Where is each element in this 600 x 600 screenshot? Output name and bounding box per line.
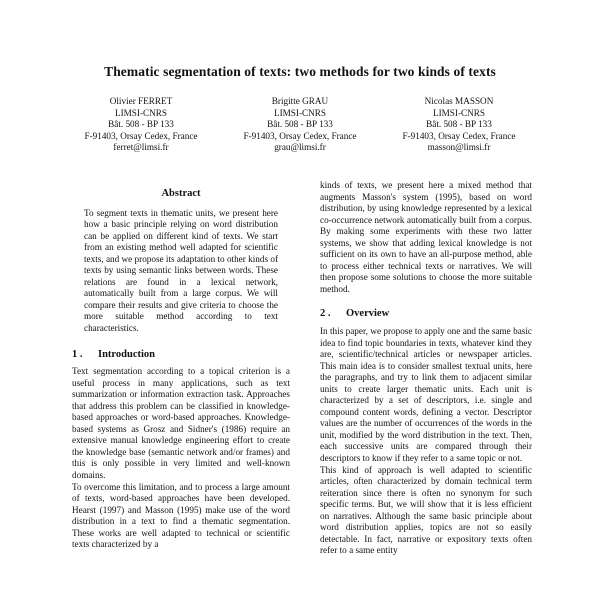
- author-org: LIMSI-CNRS: [432, 107, 486, 118]
- section-title: Overview: [346, 308, 390, 320]
- section-heading-introduction: [72, 349, 290, 361]
- left-column: [72, 188, 290, 551]
- right-column: [320, 180, 532, 557]
- author-name: Nicolas MASSON: [424, 96, 494, 106]
- author-block-1: [66, 96, 216, 154]
- author-email: ferret@limsi.fr: [113, 142, 169, 153]
- author-org: LIMSI-CNRS: [114, 107, 168, 118]
- section-number: 1 .: [72, 348, 83, 360]
- section-title: Introduction: [98, 348, 155, 360]
- author-address-line2: F-91403, Orsay Cedex, France: [243, 130, 357, 141]
- author-address-line1: Bât. 508 - BP 133: [267, 119, 333, 130]
- abstract-heading: Abstract: [161, 188, 201, 199]
- section-heading-overview: [320, 308, 532, 320]
- paragraph: In this paper, we propose to apply one and the same basic idea to find topic boundaries in texts, whatever kind they are, scientific/technical articles or newspaper articles. This main idea is to consider smallest textual units, here the paragraphs, and try to link them to adjacent similar units to create larger thematic units. Each unit is characterized by a set of descriptors, i.e. single and compound content words, defining a vector. Descriptor values are the number of occurrences of the words in the unit, modified by the word distribution in the text. Then, each successive units are compared through their descriptors to know if they refer to a same topic or not.: [320, 326, 532, 464]
- section-number: 2 .: [320, 308, 331, 320]
- author-org: LIMSI-CNRS: [273, 107, 327, 118]
- paragraph: This kind of approach is well adapted to scientific articles, often characterized by domain technical term reiteration since there is often no synonym for such specific terms. But, we will show that it is less efficient on narratives. Although the same basic principle about word distribution applies, topics are not so easily detectable. In fact, narrative or expository texts often refer to a same entity: [320, 464, 532, 556]
- author-address-line1: Bât. 508 - BP 133: [426, 119, 492, 130]
- author-name: Brigitte GRAU: [271, 96, 329, 106]
- paragraph: To overcome this limitation, and to process a large amount of texts, word-based approaches have been developed. Hearst (1997) and Masson (1995) make use of the word distribution in a text to find a thematic segmentation. These works are well adapted to technical or scientific texts characterized by a: [72, 481, 290, 550]
- author-email: masson@limsi.fr: [427, 142, 491, 153]
- author-address-line2: F-91403, Orsay Cedex, France: [84, 130, 198, 141]
- author-name: Olivier FERRET: [109, 96, 173, 106]
- author-block-2: [225, 96, 375, 154]
- paper-title: Thematic segmentation of texts: two methods for two kinds of texts: [104, 64, 496, 79]
- paragraph: kinds of texts, we present here a mixed method that augments Masson's system (1995), based on word distribution, by using knowledge represented by a lexical co-occurrence network automatically built from a corpus. By making some experiments with these two latter systems, we show that adding lexical knowledge is not sufficient on its own to have an all-purpose method, able to process either technical texts or narratives. We will then propose some solutions to choose the more suitable method.: [320, 180, 532, 294]
- author-email: grau@limsi.fr: [274, 142, 326, 153]
- author-address-line2: F-91403, Orsay Cedex, France: [402, 130, 516, 141]
- paragraph: Text segmentation according to a topical criterion is a useful process in many applications, such as text summarization or information extraction task. Approaches that address this problem can be classified in knowledge-based approaches or word-based approaches. Knowledge-based systems as Grosz and Sidner's (1986) require an extensive manual knowledge engineering effort to create the knowledge base (semantic network and/or frames) and this is only possible in very limited and well-known domains.: [72, 366, 290, 481]
- author-block-3: [384, 96, 534, 154]
- author-address-line1: Bât. 508 - BP 133: [108, 119, 174, 130]
- abstract-text: To segment texts in thematic units, we present here how a basic principle relying on word distribution can be applied on different kind of texts. We start from an existing method well adapted for scientific texts, and we propose its adaptation to other kinds of texts by using semantic links between words. These relations are found in a lexical network, automatically built from a large corpus. We will compare their results and give criteria to choose the more suitable method according to text characteristics.: [84, 207, 278, 334]
